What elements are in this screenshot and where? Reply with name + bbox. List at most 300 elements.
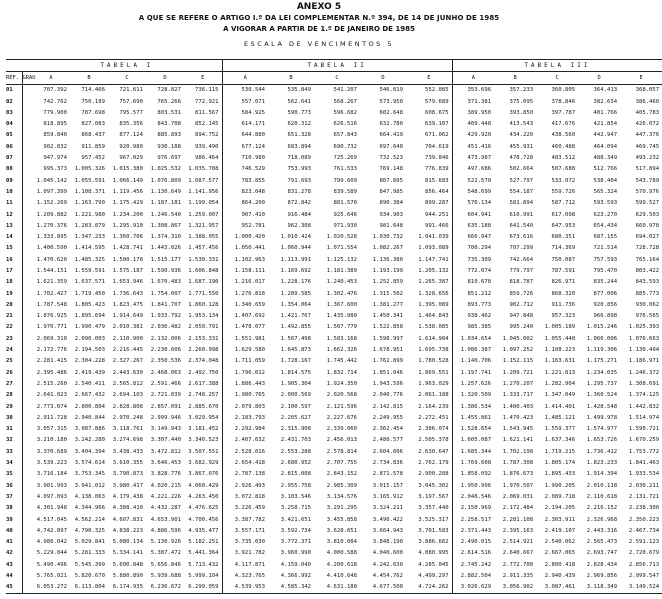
value-cell: 2.069.031 [502, 493, 534, 500]
table-row [6, 288, 662, 299]
value-cell: 2.540.062 [544, 539, 576, 546]
value-cell: 1.841.463 [628, 460, 660, 467]
value-cell: 783.855 [222, 175, 268, 186]
value-cell: 1.175.429 [112, 200, 143, 207]
value-cell: 1.914.649 [112, 313, 143, 320]
value-cell: 852.145 [194, 121, 219, 128]
value-cell: 986.464 [194, 155, 219, 162]
value-cell: 530.544 [222, 84, 268, 96]
table-group-header [6, 60, 662, 72]
col-a-header: A [452, 72, 494, 84]
value-cell: 357.233 [509, 87, 534, 94]
value-cell: 877.006 [593, 290, 618, 297]
value-cell: 1.295.737 [586, 380, 618, 387]
value-cell: 4.060.429 [188, 482, 219, 489]
grau-cell [22, 175, 32, 186]
value-cell: 2.431.703 [280, 437, 312, 444]
value-cell: 976.565 [635, 313, 660, 320]
value-cell: 4.263.450 [188, 493, 219, 500]
value-cell: 5.656.846 [150, 561, 181, 568]
value-cell: 2.617.388 [188, 380, 219, 387]
value-cell: 4.344.966 [74, 505, 105, 512]
value-cell: 1.544.151 [36, 267, 67, 274]
grau-cell [22, 344, 32, 355]
table-row [6, 107, 662, 118]
value-cell: 5.490.496 [36, 561, 67, 568]
value-cell: 3.087.886 [74, 426, 105, 433]
value-cell: 1.360.706 [112, 234, 143, 241]
value-cell: 4.000.588 [326, 550, 358, 557]
value-cell: 641.540 [509, 222, 534, 229]
value-cell: 1.076.663 [628, 335, 660, 342]
value-cell: 2.350.223 [628, 516, 660, 523]
value-cell: 1.093.089 [418, 245, 449, 252]
value-cell: 1.670.259 [628, 437, 660, 444]
value-cell: 2.748.257 [188, 392, 219, 399]
value-cell: 2.911.728 [36, 414, 67, 421]
value-cell: 2.121.596 [326, 403, 358, 410]
value-cell: 2.371.443 [452, 525, 494, 536]
value-cell: 1.886.443 [222, 378, 268, 389]
value-cell: 803.422 [635, 267, 660, 274]
value-cell: 502.664 [509, 166, 534, 173]
value-cell: 2.772.700 [502, 561, 534, 568]
value-cell: 2.443.316 [586, 527, 618, 534]
value-cell: 1.719.215 [544, 448, 576, 455]
value-cell: 2.010.381 [112, 324, 143, 331]
value-cell: 1.400.403 [502, 403, 534, 410]
col-d-header: D [146, 72, 184, 84]
value-cell: 632.780 [379, 121, 404, 128]
value-cell: 1.606.848 [188, 267, 219, 274]
value-cell: 409.448 [452, 118, 494, 129]
value-cell: 864.200 [222, 198, 268, 209]
value-cell: 554.187 [509, 188, 534, 195]
value-cell: 5.765.021 [36, 573, 67, 579]
value-cell: 1.507.779 [326, 324, 358, 331]
value-cell: 1.538.085 [418, 324, 449, 331]
value-cell: 1.045.142 [36, 177, 67, 184]
value-cell: 704.619 [425, 143, 449, 150]
value-cell: 1.428.548 [586, 403, 618, 410]
table-row [6, 152, 662, 163]
value-cell: 1.140.706 [452, 356, 494, 367]
grau-cell [22, 141, 32, 152]
table-iii-header: TABELA III [452, 60, 662, 72]
value-cell: 488.349 [593, 155, 618, 162]
salary-table [6, 59, 662, 594]
value-cell: 442.947 [593, 132, 618, 139]
value-cell: 1.295.910 [112, 222, 143, 229]
table-row [6, 525, 662, 536]
value-cell: 2.010.118 [586, 482, 618, 489]
value-cell: 1.289.585 [280, 290, 312, 297]
value-cell: 1.905.304 [280, 380, 312, 387]
value-cell: 1.574.977 [586, 426, 618, 433]
value-cell: 1.097.399 [36, 188, 67, 195]
value-cell: 4.020.215 [150, 482, 181, 489]
value-cell: 4.179.438 [112, 493, 143, 500]
value-cell: 1.321.957 [188, 222, 219, 229]
value-cell: 1.130.494 [628, 347, 660, 354]
value-cell: 1.240.453 [326, 279, 358, 286]
value-cell: 2.456.013 [326, 437, 358, 444]
value-cell: 3.258.715 [280, 505, 312, 512]
value-cell: 1.933.792 [150, 313, 181, 320]
value-cell: 4.432.287 [150, 505, 181, 512]
value-cell: 460.488 [551, 143, 576, 150]
value-cell: 3.165.912 [372, 493, 404, 500]
value-cell: 1.158.111 [222, 265, 268, 276]
table-row [6, 164, 662, 175]
value-cell: 635.188 [452, 220, 494, 231]
value-cell: 1.259.007 [188, 211, 219, 218]
value-cell: 3.057.315 [36, 426, 67, 433]
value-cell: 1.246.372 [628, 369, 660, 376]
table-ii-header: TABELA II [222, 60, 452, 72]
value-cell: 1.953.134 [188, 313, 219, 320]
value-cell: 4.454.762 [372, 573, 404, 579]
ref-cell: 44 [6, 570, 22, 581]
value-cell: 3.072.818 [222, 491, 268, 502]
value-cell: 587.712 [551, 200, 576, 207]
value-cell: 700.294 [452, 243, 494, 254]
value-cell: 835.244 [593, 279, 618, 286]
value-cell: 2.828.434 [586, 561, 618, 568]
value-cell: 3.274.698 [112, 437, 143, 444]
value-cell: 2.443.630 [112, 369, 143, 376]
value-cell: 3.682.929 [188, 460, 219, 467]
value-cell: 707.299 [509, 245, 534, 252]
value-cell: 2.153.331 [188, 335, 219, 342]
value-cell: 1.147.741 [418, 256, 449, 263]
value-cell: 2.505.378 [418, 437, 449, 444]
document-header [0, 2, 638, 50]
value-cell: 1.066.149 [112, 177, 143, 184]
value-cell: 2.468.063 [150, 369, 181, 376]
ref-cell: 28 [6, 390, 22, 401]
value-cell: 604.941 [452, 209, 494, 220]
value-cell: 1.333.717 [502, 392, 534, 399]
value-cell: 1.443.026 [150, 245, 181, 252]
value-cell: 677.124 [222, 141, 268, 152]
value-cell: 3.134.576 [326, 493, 358, 500]
value-cell: 1.924.350 [326, 380, 358, 387]
table-row [6, 231, 662, 242]
value-cell: 1.841.707 [150, 301, 181, 308]
value-cell: 2.667.065 [544, 550, 576, 557]
ref-cell: 13 [6, 220, 22, 231]
value-cell: 1.450.341 [372, 313, 404, 320]
value-cell: 1.933.534 [628, 471, 660, 478]
value-cell: 2.955.758 [280, 482, 312, 489]
value-cell: 807.605 [379, 177, 404, 184]
value-cell: 2.985.309 [326, 482, 358, 489]
value-cell: 3.772.371 [280, 539, 312, 546]
value-cell: 1.234.200 [112, 211, 143, 218]
value-cell: 1.605.087 [452, 435, 494, 446]
grau-header: GRAU [22, 72, 32, 84]
value-cell: 464.094 [593, 143, 618, 150]
value-cell: 2.667.432 [74, 392, 105, 399]
value-cell: 1.711.059 [222, 356, 268, 367]
value-cell: 907.410 [222, 209, 268, 220]
value-cell: 413.543 [509, 121, 534, 128]
value-cell: 4.410.648 [326, 573, 358, 579]
ref-cell: 09 [6, 175, 22, 186]
value-cell: 507.688 [551, 166, 576, 173]
value-cell: 3.087.461 [536, 582, 578, 594]
value-cell: 2.090.003 [74, 335, 105, 342]
value-cell: 1.858.092 [452, 469, 494, 480]
grau-cell [22, 130, 32, 141]
value-cell: 2.142.815 [372, 403, 404, 410]
value-cell: 1.388.055 [188, 234, 219, 241]
value-cell: 3.015.157 [372, 482, 404, 489]
value-cell: 967.029 [119, 155, 143, 162]
table-row [6, 435, 662, 446]
value-cell: 1.736.643 [112, 290, 143, 297]
value-cell: 368.057 [635, 87, 660, 94]
grau-cell [22, 107, 32, 118]
value-cell: 839.589 [333, 188, 358, 195]
value-cell: 3.901.993 [36, 482, 67, 489]
value-cell: 2.079.803 [222, 401, 268, 412]
value-cell: 671.062 [425, 132, 449, 139]
value-cell: 2.540.411 [74, 380, 105, 387]
value-cell: 576.134 [452, 198, 494, 209]
value-cell: 1.005.189 [544, 324, 576, 331]
grau-cell [22, 254, 32, 265]
value-cell: 911.736 [551, 301, 576, 308]
value-cell: 517.894 [635, 166, 660, 173]
ref-cell: 38 [6, 503, 22, 514]
grau-cell [22, 378, 32, 389]
value-cell: 1.136.380 [372, 256, 404, 263]
value-cell: 1.736.412 [586, 448, 618, 455]
value-cell: 6.174.935 [108, 582, 146, 594]
value-cell: 757.690 [119, 98, 143, 105]
value-cell: 835.356 [119, 121, 143, 128]
value-cell: 1.567.498 [280, 335, 312, 342]
value-cell: 3.664.943 [372, 527, 404, 534]
value-cell: 1.381.277 [372, 301, 404, 308]
value-cell: 3.103.546 [280, 493, 312, 500]
value-cell: 1.354.064 [280, 301, 312, 308]
value-cell: 1.702.427 [36, 290, 67, 297]
table-row [6, 390, 662, 401]
grau-cell [22, 457, 32, 468]
value-cell: 1.678.951 [372, 347, 404, 354]
value-cell: 1.347.233 [74, 234, 105, 241]
value-cell: 647.953 [551, 222, 576, 229]
value-cell: 725.269 [333, 155, 358, 162]
ref-cell: 05 [6, 130, 22, 141]
table-row [6, 536, 662, 547]
value-cell: 690.732 [333, 143, 358, 150]
ref-cell: 43 [6, 559, 22, 570]
value-cell: 1.050.441 [222, 243, 268, 254]
value-cell: 6.299.059 [184, 582, 222, 594]
grau-cell [22, 288, 32, 299]
value-cell: 847.985 [379, 188, 404, 195]
value-cell: 397.787 [551, 109, 576, 116]
ref-cell: 34 [6, 457, 22, 468]
value-cell: 382.634 [593, 98, 618, 105]
value-cell: 3.210.180 [36, 437, 67, 444]
grau-cell [22, 164, 32, 175]
col-b-header: B [494, 72, 536, 84]
value-cell: 2.654.418 [222, 457, 268, 468]
value-cell: 772.921 [194, 98, 219, 105]
value-cell: 389.950 [452, 107, 494, 118]
table-row [6, 412, 662, 423]
value-cell: 2.815.008 [280, 471, 312, 478]
ref-cell: 30 [6, 412, 22, 423]
table-row [6, 186, 662, 197]
value-cell: 1.302.476 [326, 290, 358, 297]
value-cell: 651.328 [287, 132, 312, 139]
value-cell: 2.216.445 [112, 347, 143, 354]
value-cell: 995.240 [509, 324, 534, 331]
value-cell: 1.082.267 [372, 245, 404, 252]
value-cell: 438.560 [551, 132, 576, 139]
grau-cell [22, 299, 32, 310]
value-cell: 1.315.502 [372, 290, 404, 297]
value-cell: 1.163.631 [544, 358, 576, 365]
value-cell: 2.492.750 [188, 369, 219, 376]
value-cell: 6.236.672 [146, 582, 184, 594]
ref-cell: 42 [6, 548, 22, 559]
value-cell: 1.963.029 [418, 380, 449, 387]
value-cell: 1.152.115 [502, 358, 534, 365]
value-cell: 1.687.190 [188, 279, 219, 286]
value-cell: 4.935.477 [188, 527, 219, 534]
value-cell: 697.640 [379, 143, 404, 150]
value-cell: 795.470 [593, 267, 618, 274]
value-cell: 3.960.990 [280, 550, 312, 557]
value-cell: 2.734.836 [372, 460, 404, 467]
effective-date: A VIGORAR A PARTIR DE 1.º DE JANEIRO DE 1985 [223, 25, 415, 33]
value-cell: 2.762.179 [418, 460, 449, 467]
value-cell: 5.820.670 [74, 573, 105, 579]
value-cell: 916.484 [287, 211, 312, 218]
value-cell: 5.545.399 [74, 561, 105, 568]
value-cell: 2.999.946 [150, 414, 181, 421]
value-cell: 976.697 [157, 155, 181, 162]
grau-cell [22, 435, 32, 446]
value-cell: 3.525.317 [418, 516, 449, 523]
table-i-header: TABELA I [32, 60, 222, 72]
value-cell: 1.943.596 [372, 380, 404, 387]
value-cell: 2.882.504 [452, 570, 494, 581]
value-cell: 939.490 [194, 143, 219, 150]
value-cell: 680.351 [551, 234, 576, 241]
value-cell: 1.832.714 [326, 369, 358, 376]
ref-cell: 22 [6, 322, 22, 333]
value-cell: 872.842 [287, 200, 312, 207]
value-cell: 1.374.310 [150, 234, 181, 241]
table-row [6, 457, 662, 468]
table-row [6, 198, 662, 209]
value-cell: 1.653.946 [112, 279, 143, 286]
value-cell: 2.132.006 [150, 335, 181, 342]
value-cell: 2.800.418 [544, 561, 576, 568]
grau-cell [22, 322, 32, 333]
value-cell: 552.085 [425, 87, 449, 94]
value-cell: 3.810.084 [326, 539, 358, 546]
value-cell: 1.457.456 [188, 245, 219, 252]
ref-cell: 10 [6, 186, 22, 197]
grau-cell [22, 356, 32, 367]
value-cell: 393.850 [509, 109, 534, 116]
value-cell: 378.846 [551, 98, 576, 105]
value-cell: 851.212 [452, 288, 494, 299]
value-cell: 1.055.448 [544, 335, 576, 342]
value-cell: 1.221.813 [544, 369, 576, 376]
value-cell: 3.045.302 [418, 482, 449, 489]
table-row [6, 356, 662, 367]
value-cell: 3.181.452 [188, 426, 219, 433]
value-cell: 2.260.998 [188, 347, 219, 354]
table-row [6, 96, 662, 107]
value-cell: 2.591.123 [628, 539, 660, 546]
ref-cell: 17 [6, 265, 22, 276]
value-cell: 429.920 [452, 130, 494, 141]
value-cell: 473.987 [452, 152, 494, 163]
value-cell: 1.205.132 [418, 267, 449, 274]
value-cell: 3.539.223 [36, 460, 67, 467]
value-cell: 1.175.271 [586, 358, 618, 365]
value-cell: 803.531 [157, 109, 181, 116]
value-cell: 2.362.454 [372, 426, 404, 433]
grau-cell [22, 118, 32, 129]
value-cell: 1.130.649 [150, 188, 181, 195]
grau-cell [22, 96, 32, 107]
ref-cell: 06 [6, 141, 22, 152]
value-cell: 1.374.125 [628, 392, 660, 399]
value-cell: 721.611 [119, 87, 143, 94]
value-cell: 451.416 [452, 141, 494, 152]
value-cell: 3.628.651 [326, 527, 358, 534]
value-cell: 664.419 [379, 132, 404, 139]
value-cell: 2.578.814 [326, 448, 358, 455]
grau-cell [22, 265, 32, 276]
value-cell: 3.507.551 [188, 448, 219, 455]
value-cell: 4.790.325 [74, 527, 105, 534]
value-cell: 596.682 [333, 109, 358, 116]
value-cell: 707.392 [43, 87, 67, 94]
value-cell: 859.726 [509, 290, 534, 297]
value-cell: 626.516 [333, 121, 358, 128]
value-cell: 2.327.267 [112, 358, 143, 365]
col-c-header: C [536, 72, 578, 84]
value-cell: 1.851.046 [372, 369, 404, 376]
value-cell: 1.005.326 [74, 166, 105, 173]
value-cell: 859.840 [43, 132, 67, 139]
value-cell: 899.287 [425, 200, 449, 207]
value-cell: 1.076.809 [150, 177, 181, 184]
value-cell: 1.621.359 [36, 279, 67, 286]
value-cell: 2.871.578 [372, 471, 404, 478]
value-cell: 2.374.048 [188, 358, 219, 365]
value-cell: 2.856.713 [628, 561, 660, 568]
value-cell: 2.407.632 [222, 435, 268, 446]
value-cell: 1.653.726 [586, 437, 618, 444]
grau-cell [22, 525, 32, 536]
value-cell: 541.207 [333, 87, 358, 94]
table-row [6, 254, 662, 265]
